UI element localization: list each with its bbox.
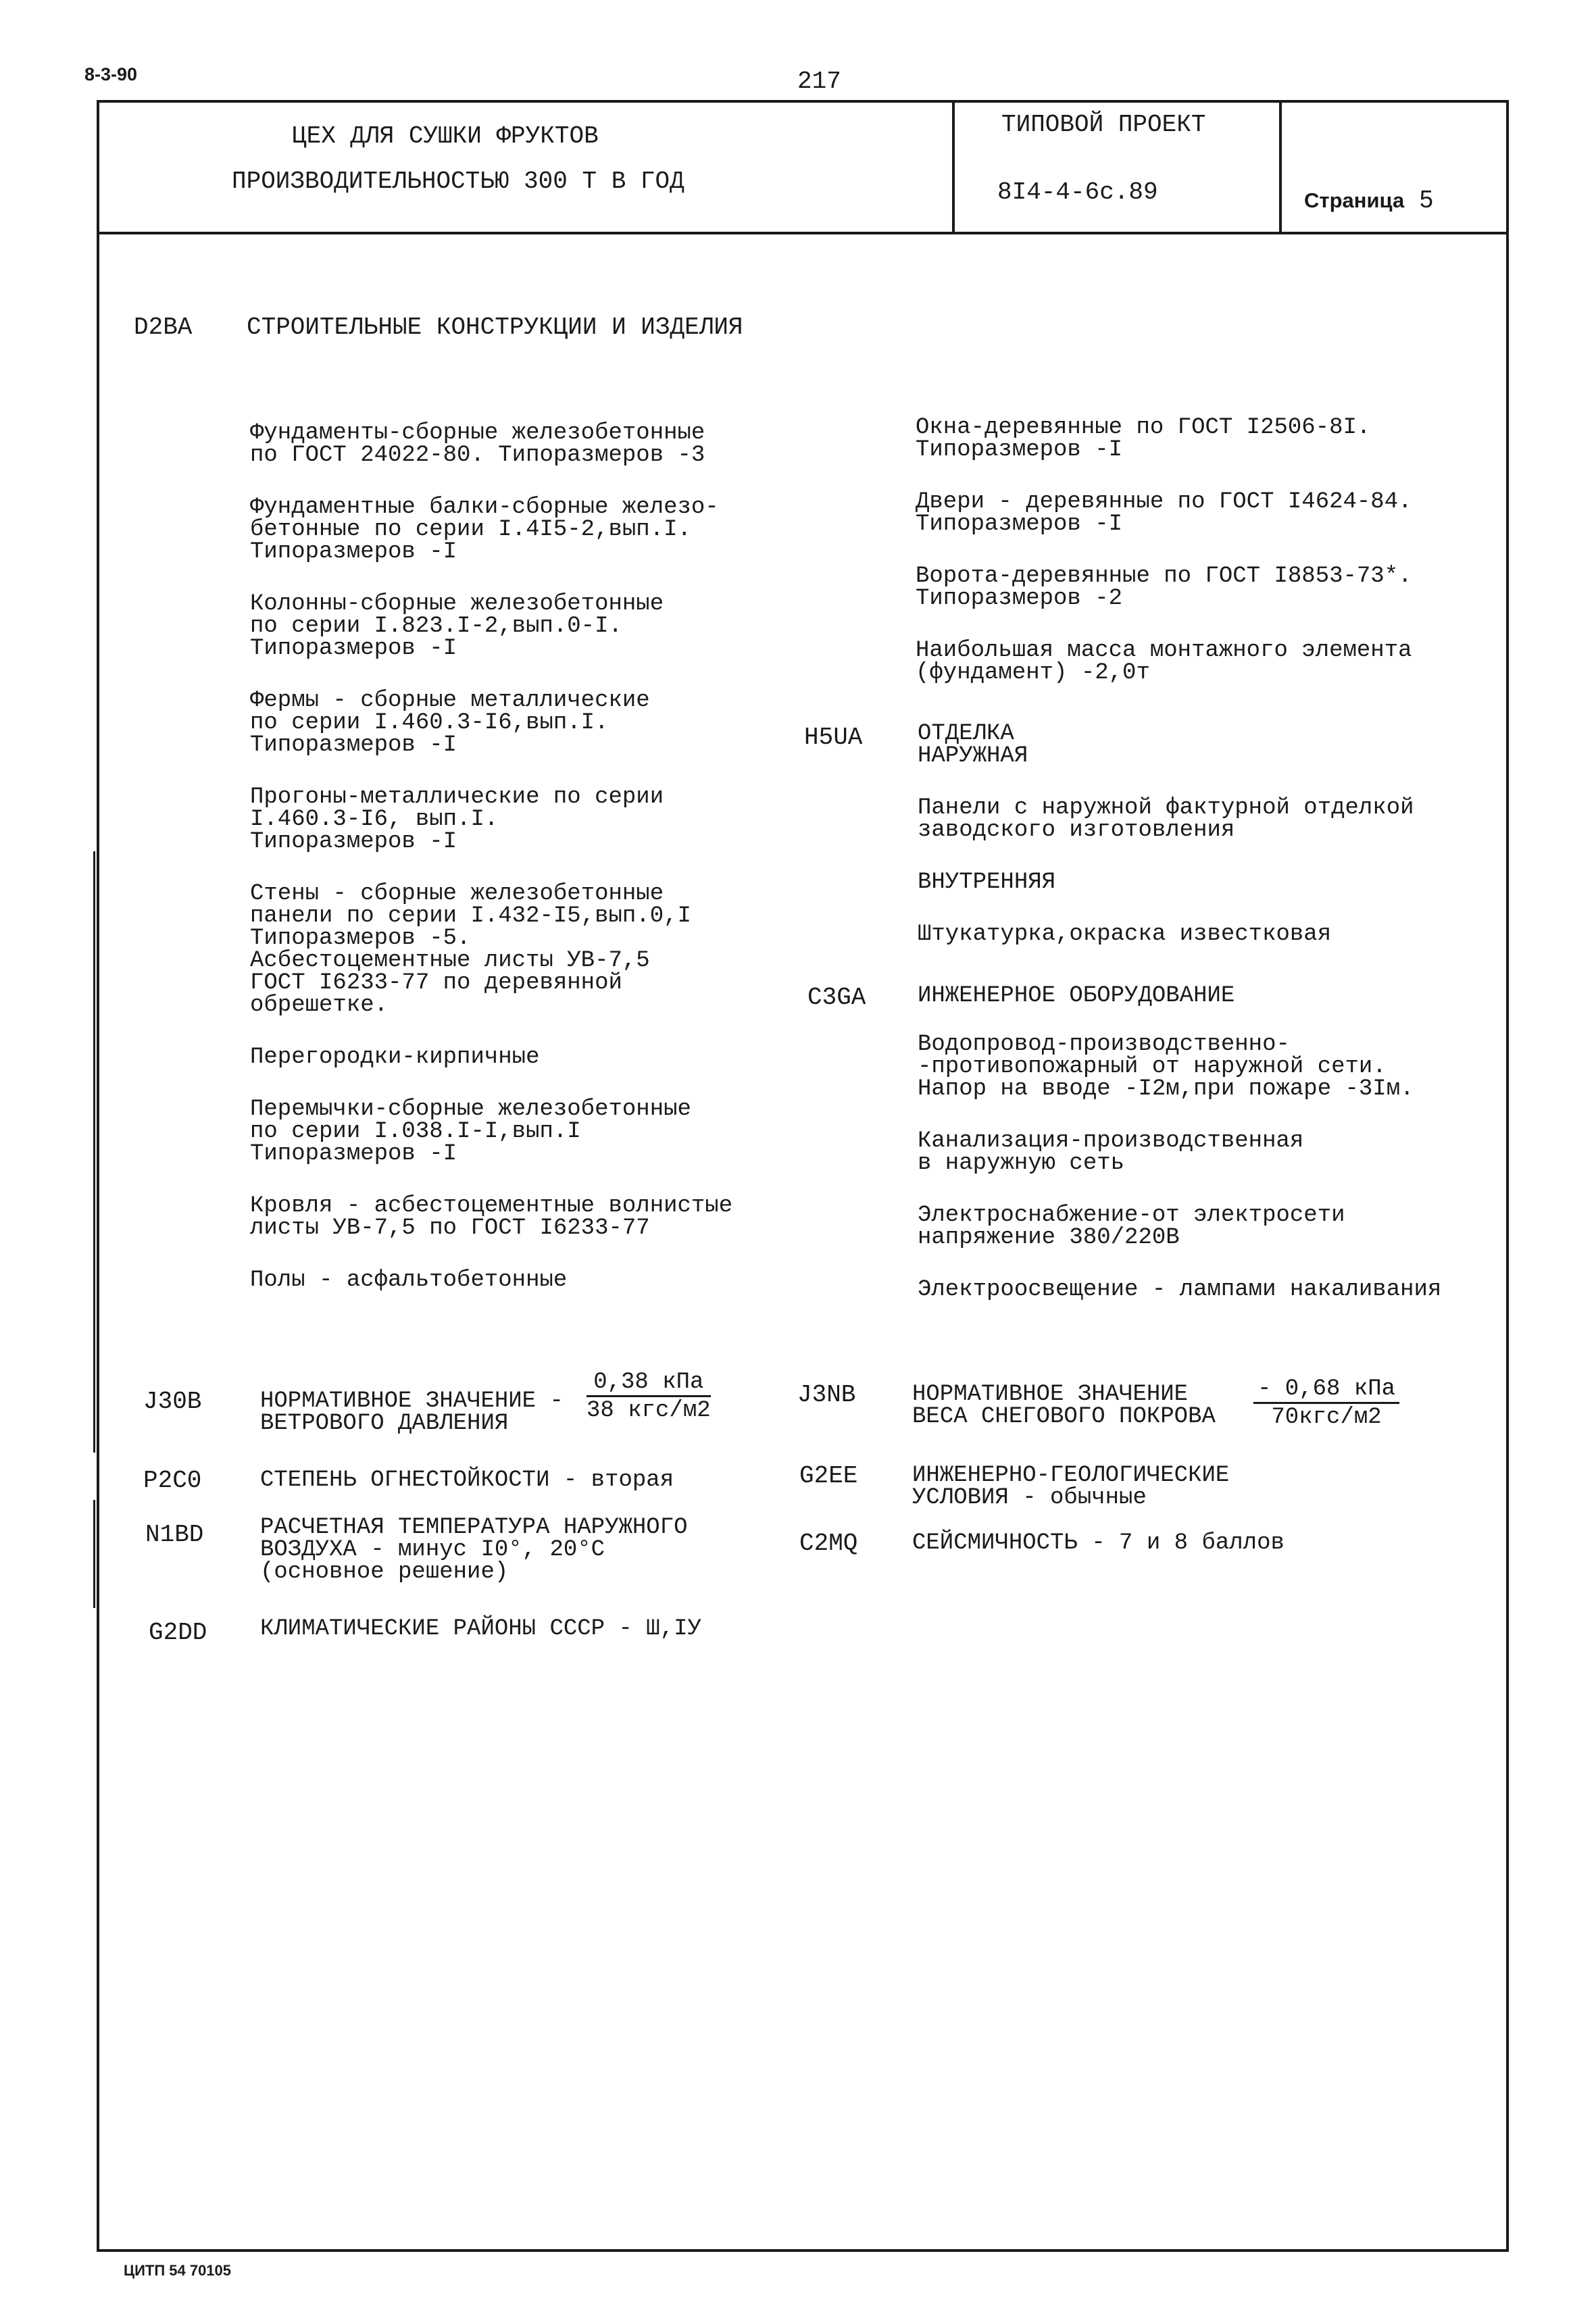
finish-outer-title: НАРУЖНАЯ xyxy=(918,743,1028,769)
wind-label xyxy=(260,1390,564,1435)
left_column-item xyxy=(250,1195,732,1240)
left_column-line: Типоразмеров -I xyxy=(250,636,457,661)
project-number: 8I4-4-6с.89 xyxy=(997,178,1158,206)
engineering-line: Электроснабжение-от электросети xyxy=(918,1203,1345,1228)
geo-line1: ИНЖЕНЕРНО-ГЕОЛОГИЧЕСКИЕ xyxy=(912,1463,1230,1488)
project-label: ТИПОВОЙ ПРОЕКТ xyxy=(1001,111,1206,139)
geo-text xyxy=(912,1465,1229,1509)
finish-title: ОТДЕЛКА xyxy=(918,721,1014,747)
finish-code: H5UA xyxy=(804,724,863,751)
snow-value-kpa: - 0,68 кПа xyxy=(1253,1378,1399,1404)
temp-text xyxy=(260,1517,688,1584)
right_column-line: Типоразмеров -2 xyxy=(916,586,1123,611)
right_column-line: Типоразмеров -I xyxy=(916,511,1123,537)
climate-code: G2DD xyxy=(149,1619,207,1646)
finish-section xyxy=(918,723,1414,946)
geo-line2: УСЛОВИЯ - обычные xyxy=(912,1485,1147,1511)
right_column-line: Ворота-деревянные по ГОСТ I8853-73*. xyxy=(916,563,1412,589)
wind-label-line1: НОРМАТИВНОЕ ЗНАЧЕНИЕ - xyxy=(260,1388,564,1414)
engineering-line: Канализация-производственная xyxy=(918,1128,1304,1154)
engineering-item xyxy=(918,1279,1441,1301)
left_column-item xyxy=(250,786,732,853)
temp-line2: ВОЗДУХА - минус I0°, 20°С xyxy=(260,1537,605,1563)
left-column xyxy=(250,422,732,1292)
engineering-item xyxy=(918,1205,1441,1249)
left_column-line: Полы - асфальтобетонные xyxy=(250,1267,568,1293)
header-title-line2: ПРОИЗВОДИТЕЛЬНОСТЬЮ 300 Т В ГОД xyxy=(232,168,684,195)
engineering-code: C3GA xyxy=(807,984,866,1011)
left_column-line: Прогоны-металлические по серии xyxy=(250,784,664,810)
geo-code: G2EE xyxy=(799,1462,858,1490)
wind-label-line2: ВЕТРОВОГО ДАВЛЕНИЯ xyxy=(260,1411,509,1436)
fire-text: СТЕПЕНЬ ОГНЕСТОЙКОСТИ - вторая xyxy=(260,1467,674,1493)
left_column-line: Типоразмеров -I xyxy=(250,829,457,855)
left_column-line: Фундаментные балки-сборные железо- xyxy=(250,495,719,520)
engineering-line: Электроосвещение - лампами накаливания xyxy=(918,1277,1442,1303)
finish-inner-title: ВНУТРЕННЯЯ xyxy=(918,870,1056,895)
snow-label-line1: НОРМАТИВНОЕ ЗНАЧЕНИЕ xyxy=(912,1382,1189,1407)
page-label-text: Страница xyxy=(1304,188,1405,212)
climate-text: КЛИМАТИЧЕСКИЕ РАЙОНЫ СССР - Ш,IУ xyxy=(260,1616,701,1642)
right-column xyxy=(916,417,1412,684)
engineering-item xyxy=(918,1034,1441,1101)
right_column-line: Типоразмеров -I xyxy=(916,437,1123,463)
margin-mark-1 xyxy=(93,851,95,1453)
margin-mark-2 xyxy=(93,1500,95,1608)
right_column-line: Наибольшая масса монтажного элемента xyxy=(916,638,1412,663)
left_column-item xyxy=(250,690,732,757)
snow-value xyxy=(1253,1378,1399,1429)
left_column-item xyxy=(250,1269,732,1292)
left_column-line: по ГОСТ 24022-80. Типоразмеров -3 xyxy=(250,443,705,468)
engineering-line: Напор на вводе -I2м,при пожаре -3Iм. xyxy=(918,1076,1414,1102)
header-divider-2 xyxy=(1279,100,1282,232)
header-divider-1 xyxy=(952,100,955,232)
snow-label-line2: ВЕСА СНЕГОВОГО ПОКРОВА xyxy=(912,1404,1216,1430)
page-label xyxy=(1304,185,1433,213)
left_column-line: Типоразмеров -5. xyxy=(250,926,471,951)
engineering-line: напряжение 380/220В xyxy=(918,1225,1180,1251)
left_column-line: Перемычки-сборные железобетонные xyxy=(250,1097,691,1122)
engineering-line: Водопровод-производственно- xyxy=(918,1032,1290,1057)
left_column-line: Перегородки-кирпичные xyxy=(250,1045,540,1070)
right_column-item xyxy=(916,491,1412,536)
finish-outer-line2: заводского изготовления xyxy=(918,818,1235,843)
left_column-line: по серии I.038.I-I,вып.I xyxy=(250,1119,581,1145)
seismic-code: C2MQ xyxy=(799,1530,858,1557)
right_column-line: Двери - деревянные по ГОСТ I4624-84. xyxy=(916,489,1412,515)
left_column-line: I.460.3-I6, вып.I. xyxy=(250,807,499,832)
header-title-line1: ЦЕХ ДЛЯ СУШКИ ФРУКТОВ xyxy=(292,122,599,150)
left_column-line: Типоразмеров -I xyxy=(250,539,457,565)
temp-line3: (основное решение) xyxy=(260,1559,509,1585)
section-title: СТРОИТЕЛЬНЫЕ КОНСТРУКЦИИ И ИЗДЕЛИЯ xyxy=(247,313,743,341)
engineering-title: ИНЖЕНЕРНОЕ ОБОРУДОВАНИЕ xyxy=(918,983,1235,1009)
header-divider xyxy=(97,232,1509,234)
wind-value-kpa: 0,38 кПа xyxy=(587,1372,711,1397)
left_column-line: Асбестоцементные листы УВ-7,5 xyxy=(250,948,650,974)
left_column-item xyxy=(250,1047,732,1069)
seismic-text: СЕЙСМИЧНОСТЬ - 7 и 8 баллов xyxy=(912,1530,1285,1556)
left_column-line: обрешетке. xyxy=(250,992,389,1018)
right_column-line: (фундамент) -2,0т xyxy=(916,660,1150,686)
wind-value xyxy=(587,1369,711,1424)
wind-value-kgs: 38 кгс/м2 xyxy=(587,1398,711,1424)
engineering-items xyxy=(918,1034,1441,1301)
right_column-item xyxy=(916,565,1412,610)
left_column-line: Типоразмеров -I xyxy=(250,732,457,758)
temp-code: N1BD xyxy=(145,1521,204,1549)
right_column-item xyxy=(916,640,1412,684)
left_column-line: Стены - сборные железобетонные xyxy=(250,881,664,907)
left_column-item xyxy=(250,497,732,563)
left_column-item xyxy=(250,593,732,660)
left_column-line: Фундаменты-сборные железобетонные xyxy=(250,420,705,446)
section-code: D2BA xyxy=(134,313,193,341)
wind-code: J30B xyxy=(143,1388,202,1415)
temp-line1: РАСЧЕТНАЯ ТЕМПЕРАТУРА НАРУЖНОГО xyxy=(260,1515,688,1540)
left_column-item xyxy=(250,1099,732,1165)
snow-code: J3NB xyxy=(797,1381,856,1409)
snow-label xyxy=(912,1384,1216,1428)
right_column-line: Окна-деревянные по ГОСТ I2506-8I. xyxy=(916,415,1371,441)
left_column-item xyxy=(250,422,732,467)
left_column-line: по серии I.460.3-I6,вып.I. xyxy=(250,710,609,736)
corner-code: 8-3-90 xyxy=(84,64,138,84)
engineering-item xyxy=(918,1130,1441,1175)
finish-inner-text: Штукатурка,окраска известковая xyxy=(918,922,1332,947)
left_column-line: Колонны-сборные железобетонные xyxy=(250,591,664,617)
page-number: 217 xyxy=(797,68,841,95)
left_column-line: Типоразмеров -I xyxy=(250,1141,457,1167)
footer-stamp: ЦИТП 54 70105 xyxy=(124,2262,232,2279)
left_column-item xyxy=(250,883,732,1017)
left_column-line: Кровля - асбестоцементные волнистые xyxy=(250,1193,733,1219)
finish-outer-line1: Панели с наружной фактурной отделкой xyxy=(918,795,1414,821)
left_column-line: Фермы - сборные металлические xyxy=(250,688,650,713)
engineering-line: в наружную сеть xyxy=(918,1151,1125,1176)
right_column-item xyxy=(916,417,1412,461)
snow-value-kgs: 70кгс/м2 xyxy=(1271,1405,1382,1430)
left_column-line: бетонные по серии I.4I5-2,вып.I. xyxy=(250,517,691,543)
left_column-line: панели по серии I.432-I5,вып.0,I xyxy=(250,903,691,929)
page-label-value: 5 xyxy=(1419,185,1433,213)
fire-code: P2C0 xyxy=(143,1467,202,1494)
left_column-line: ГОСТ I6233-77 по деревянной xyxy=(250,970,622,996)
engineering-line: -противопожарный от наружной сети. xyxy=(918,1054,1387,1080)
left_column-line: листы УВ-7,5 по ГОСТ I6233-77 xyxy=(250,1215,650,1241)
left_column-line: по серии I.823.I-2,вып.0-I. xyxy=(250,613,622,639)
